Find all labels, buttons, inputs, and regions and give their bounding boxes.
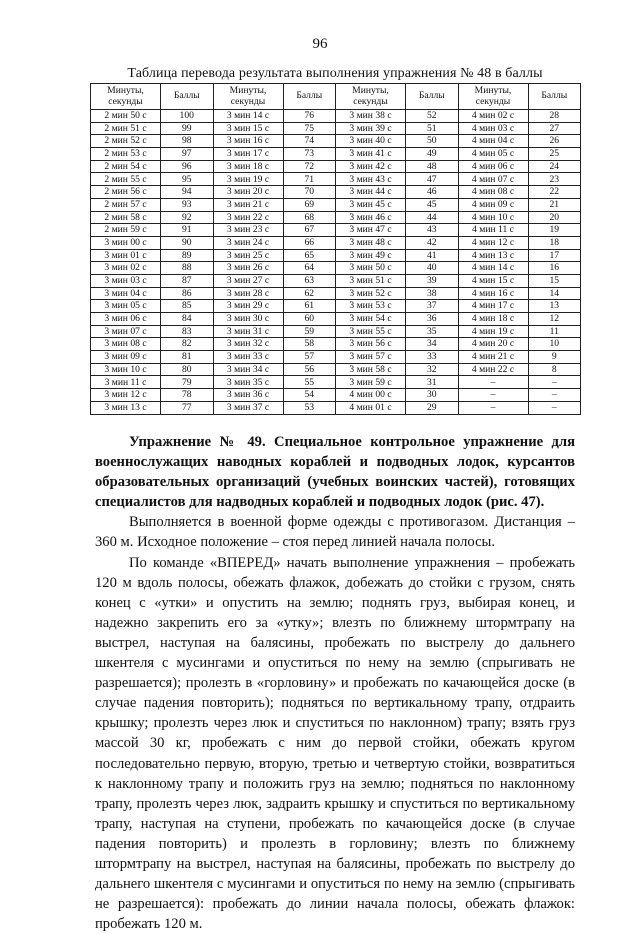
table-title: Таблица перевода результата выполнения упражнения № 48 в баллы — [127, 66, 543, 81]
table-cell: 3 мин 37 с — [213, 401, 283, 414]
table-cell: 62 — [283, 287, 336, 300]
table-cell: 95 — [161, 173, 214, 186]
table-cell: 3 мин 02 с — [91, 262, 161, 275]
table-cell: 38 — [406, 287, 459, 300]
table-cell: 3 мин 13 с — [91, 401, 161, 414]
table-cell: – — [528, 401, 581, 414]
table-cell: 85 — [161, 300, 214, 313]
table-cell: 3 мин 56 с — [336, 338, 406, 351]
table-row — [91, 173, 581, 186]
table-cell: 4 мин 11 с — [458, 224, 528, 237]
table-cell: 27 — [528, 122, 581, 135]
table-cell: 78 — [161, 389, 214, 402]
table-row — [91, 135, 581, 148]
table-cell: 90 — [161, 236, 214, 249]
column-header: Минуты, секунды — [91, 84, 161, 110]
table-cell: 44 — [406, 211, 459, 224]
table-cell: 3 мин 03 с — [91, 274, 161, 287]
table-cell: 45 — [406, 198, 459, 211]
table-cell: 73 — [283, 148, 336, 161]
table-cell: 96 — [161, 160, 214, 173]
table-cell: 4 мин 18 с — [458, 313, 528, 326]
table-cell: 2 мин 59 с — [91, 224, 161, 237]
table-cell: 31 — [406, 376, 459, 389]
table-cell: 72 — [283, 160, 336, 173]
table-cell: 9 — [528, 351, 581, 364]
table-cell: – — [458, 376, 528, 389]
table-cell: 3 мин 16 с — [213, 135, 283, 148]
table-cell: 11 — [528, 325, 581, 338]
table-row — [91, 401, 581, 414]
table-cell: 3 мин 35 с — [213, 376, 283, 389]
table-cell: 2 мин 50 с — [91, 110, 161, 123]
table-cell: 3 мин 44 с — [336, 186, 406, 199]
table-cell: 3 мин 07 с — [91, 325, 161, 338]
table-row — [91, 274, 581, 287]
table-cell: 3 мин 09 с — [91, 351, 161, 364]
table-cell: 71 — [283, 173, 336, 186]
table-cell: 40 — [406, 262, 459, 275]
table-row — [91, 389, 581, 402]
table-cell: 86 — [161, 287, 214, 300]
table-cell: 4 мин 01 с — [336, 401, 406, 414]
table-cell: 81 — [161, 351, 214, 364]
table-cell: 3 мин 40 с — [336, 135, 406, 148]
table-cell: 32 — [406, 363, 459, 376]
table-cell: 3 мин 19 с — [213, 173, 283, 186]
table-cell: 3 мин 17 с — [213, 148, 283, 161]
table-row — [91, 122, 581, 135]
table-cell: 83 — [161, 325, 214, 338]
table-cell: 35 — [406, 325, 459, 338]
table-cell: 3 мин 33 с — [213, 351, 283, 364]
exercise-text — [95, 432, 575, 934]
table-cell: 3 мин 23 с — [213, 224, 283, 237]
table-cell: 4 мин 10 с — [458, 211, 528, 224]
table-cell: 3 мин 15 с — [213, 122, 283, 135]
table-row — [91, 198, 581, 211]
table-cell: 70 — [283, 186, 336, 199]
table-cell: 84 — [161, 313, 214, 326]
table-cell: 52 — [406, 110, 459, 123]
table-cell: 4 мин 20 с — [458, 338, 528, 351]
table-cell: 4 мин 06 с — [458, 160, 528, 173]
table-row — [91, 148, 581, 161]
table-row — [91, 363, 581, 376]
table-cell: – — [458, 401, 528, 414]
table-cell: 23 — [528, 173, 581, 186]
table-row — [91, 110, 581, 123]
table-cell: 2 мин 55 с — [91, 173, 161, 186]
table-cell: 3 мин 10 с — [91, 363, 161, 376]
score-conversion-table — [90, 83, 581, 415]
table-cell: 2 мин 53 с — [91, 148, 161, 161]
table-cell: 55 — [283, 376, 336, 389]
table-cell: 91 — [161, 224, 214, 237]
table-cell: 28 — [528, 110, 581, 123]
table-cell: 2 мин 56 с — [91, 186, 161, 199]
table-cell: 2 мин 51 с — [91, 122, 161, 135]
table-cell: 19 — [528, 224, 581, 237]
table-cell: 3 мин 22 с — [213, 211, 283, 224]
table-cell: 3 мин 01 с — [91, 249, 161, 262]
table-cell: 4 мин 21 с — [458, 351, 528, 364]
table-cell: 65 — [283, 249, 336, 262]
table-row — [91, 287, 581, 300]
table-cell: 68 — [283, 211, 336, 224]
table-cell: 3 мин 06 с — [91, 313, 161, 326]
table-cell: 50 — [406, 135, 459, 148]
table-cell: 34 — [406, 338, 459, 351]
column-header: Баллы — [161, 84, 214, 110]
table-row — [91, 186, 581, 199]
table-cell: 3 мин 28 с — [213, 287, 283, 300]
table-body — [91, 110, 581, 415]
table-row — [91, 249, 581, 262]
page-number: 96 — [312, 36, 328, 52]
table-cell: 16 — [528, 262, 581, 275]
table-cell: 89 — [161, 249, 214, 262]
table-row — [91, 160, 581, 173]
table-cell: 3 мин 26 с — [213, 262, 283, 275]
table-cell: 3 мин 43 с — [336, 173, 406, 186]
table-cell: 46 — [406, 186, 459, 199]
table-cell: 13 — [528, 300, 581, 313]
table-cell: 3 мин 11 с — [91, 376, 161, 389]
table-cell: 4 мин 00 с — [336, 389, 406, 402]
table-cell: 4 мин 17 с — [458, 300, 528, 313]
table-cell: 3 мин 58 с — [336, 363, 406, 376]
table-cell: 17 — [528, 249, 581, 262]
table-cell: 3 мин 12 с — [91, 389, 161, 402]
table-cell: 3 мин 34 с — [213, 363, 283, 376]
table-row — [91, 325, 581, 338]
table-cell: 87 — [161, 274, 214, 287]
table-cell: – — [528, 389, 581, 402]
table-cell: 66 — [283, 236, 336, 249]
table-row — [91, 236, 581, 249]
table-cell: 53 — [283, 401, 336, 414]
table-cell: 3 мин 38 с — [336, 110, 406, 123]
table-cell: 2 мин 52 с — [91, 135, 161, 148]
table-cell: 3 мин 54 с — [336, 313, 406, 326]
table-cell: 59 — [283, 325, 336, 338]
table-row — [91, 313, 581, 326]
exercise-heading: Упражнение № 49. Специальное контрольное упражнение для военнослужащих наводных кораблей и подводных лодок, курсантов образовательных организаций (учебных воинских частей), готовящих специалистов для надводных кораблей и подводных лодок (рис. 47). — [95, 434, 575, 511]
table-cell: 64 — [283, 262, 336, 275]
table-cell: 74 — [283, 135, 336, 148]
table-cell: 21 — [528, 198, 581, 211]
table-cell: 79 — [161, 376, 214, 389]
table-cell: 100 — [161, 110, 214, 123]
column-header: Баллы — [406, 84, 459, 110]
table-cell: 51 — [406, 122, 459, 135]
table-cell: 3 мин 20 с — [213, 186, 283, 199]
table-cell: 3 мин 39 с — [336, 122, 406, 135]
table-cell: 12 — [528, 313, 581, 326]
table-cell: 98 — [161, 135, 214, 148]
table-cell: 3 мин 27 с — [213, 274, 283, 287]
table-cell: 3 мин 08 с — [91, 338, 161, 351]
table-cell: 3 мин 59 с — [336, 376, 406, 389]
table-cell: 3 мин 14 с — [213, 110, 283, 123]
table-header-row — [91, 84, 581, 110]
column-header: Баллы — [528, 84, 581, 110]
table-row — [91, 300, 581, 313]
table-cell: 4 мин 09 с — [458, 198, 528, 211]
table-cell: 76 — [283, 110, 336, 123]
table-cell: 3 мин 53 с — [336, 300, 406, 313]
table-cell: 20 — [528, 211, 581, 224]
table-cell: 29 — [406, 401, 459, 414]
table-cell: 4 мин 08 с — [458, 186, 528, 199]
table-cell: 4 мин 16 с — [458, 287, 528, 300]
table-cell: 3 мин 52 с — [336, 287, 406, 300]
table-row — [91, 224, 581, 237]
table-cell: 63 — [283, 274, 336, 287]
table-row — [91, 211, 581, 224]
table-cell: 39 — [406, 274, 459, 287]
table-cell: 58 — [283, 338, 336, 351]
table-cell: 42 — [406, 236, 459, 249]
table-cell: 49 — [406, 148, 459, 161]
table-cell: 3 мин 31 с — [213, 325, 283, 338]
column-header: Баллы — [283, 84, 336, 110]
paragraph-2: По команде «ВПЕРЕД» начать выполнение упражнения – пробежать 120 м вдоль полосы, обежать флажок, добежать до стойки с грузом, снять конец с «утки» и опустить на землю; поднять груз, выбирая конец, и надежно закрепить его за «утку»; влезть по ближнему штормтрапу на выстрел, наступая на балясины, пробежать по выстрелу до дальнего шкентеля с мусингами и опуститься по нему на землю (спрыгивать не разрешается); пролезть в «горловину» и пробежать по качающейся доске (в случае падения повторить); подняться по вертикальному трапу, отдраить крышку; пролезть через люк и спуститься по наклонном) трапу; взять груз массой 30 кг, пробежать с ним до первой стойки, обежать кругом последовательно первую, вторую, третью и четвертую стойки, возвратиться к наклонному трапу и положить груз на землю; подняться по наклонному трапу, пролезть через люк, задраить крышку и спуститься по вертикальному трапу, наступая на ступени, пробежать по качающейся доске (в случае падения повторить) и пролезть в горловину; влезть по ближнему штормтрапу на выстрел, наступая на балясины, пробежать по выстрелу до дальнего шкентеля с мусингами и опуститься по нему на землю (спрыгивать не разрешается): пробежать до линии начала полосы, обежать флажок: пробежать 120 м. — [95, 554, 575, 933]
table-cell: 43 — [406, 224, 459, 237]
table-cell: 3 мин 21 с — [213, 198, 283, 211]
table-cell: 3 мин 36 с — [213, 389, 283, 402]
table-cell: 60 — [283, 313, 336, 326]
table-cell: 93 — [161, 198, 214, 211]
table-cell: 4 мин 05 с — [458, 148, 528, 161]
table-cell: 3 мин 51 с — [336, 274, 406, 287]
table-cell: 54 — [283, 389, 336, 402]
table-cell: 92 — [161, 211, 214, 224]
table-cell: 22 — [528, 186, 581, 199]
table-cell: 4 мин 19 с — [458, 325, 528, 338]
paragraph-1: Выполняется в военной форме одежды с противогазом. Дистанция – 360 м. Исходное положение – стоя перед линией начала полосы. — [95, 514, 575, 551]
table-cell: 3 мин 55 с — [336, 325, 406, 338]
table-cell: 3 мин 25 с — [213, 249, 283, 262]
table-cell: 3 мин 29 с — [213, 300, 283, 313]
table-cell: 3 мин 00 с — [91, 236, 161, 249]
table-cell: 2 мин 54 с — [91, 160, 161, 173]
table-cell: 69 — [283, 198, 336, 211]
table-cell: 3 мин 49 с — [336, 249, 406, 262]
table-cell: 4 мин 03 с — [458, 122, 528, 135]
column-header: Минуты, секунды — [458, 84, 528, 110]
table-cell: 24 — [528, 160, 581, 173]
table-cell: 10 — [528, 338, 581, 351]
table-cell: 48 — [406, 160, 459, 173]
table-cell: 3 мин 30 с — [213, 313, 283, 326]
table-cell: 8 — [528, 363, 581, 376]
table-cell: 4 мин 04 с — [458, 135, 528, 148]
table-cell: 3 мин 05 с — [91, 300, 161, 313]
table-cell: 3 мин 32 с — [213, 338, 283, 351]
table-cell: 3 мин 50 с — [336, 262, 406, 275]
table-cell: – — [458, 389, 528, 402]
table-cell: 25 — [528, 148, 581, 161]
table-cell: – — [528, 376, 581, 389]
table-cell: 57 — [283, 351, 336, 364]
table-cell: 80 — [161, 363, 214, 376]
table-cell: 33 — [406, 351, 459, 364]
table-row — [91, 338, 581, 351]
column-header: Минуты, секунды — [336, 84, 406, 110]
column-header: Минуты, секунды — [213, 84, 283, 110]
table-cell: 4 мин 02 с — [458, 110, 528, 123]
table-cell: 4 мин 14 с — [458, 262, 528, 275]
table-cell: 99 — [161, 122, 214, 135]
table-cell: 4 мин 13 с — [458, 249, 528, 262]
table-cell: 3 мин 45 с — [336, 198, 406, 211]
table-cell: 4 мин 22 с — [458, 363, 528, 376]
table-cell: 77 — [161, 401, 214, 414]
table-cell: 3 мин 47 с — [336, 224, 406, 237]
table-cell: 15 — [528, 274, 581, 287]
table-cell: 82 — [161, 338, 214, 351]
table-cell: 3 мин 46 с — [336, 211, 406, 224]
table-cell: 3 мин 04 с — [91, 287, 161, 300]
table-cell: 14 — [528, 287, 581, 300]
table-cell: 3 мин 42 с — [336, 160, 406, 173]
table-cell: 3 мин 48 с — [336, 236, 406, 249]
table-cell: 2 мин 58 с — [91, 211, 161, 224]
table-cell: 30 — [406, 389, 459, 402]
table-cell: 41 — [406, 249, 459, 262]
table-cell: 3 мин 57 с — [336, 351, 406, 364]
table-cell: 3 мин 41 с — [336, 148, 406, 161]
table-cell: 2 мин 57 с — [91, 198, 161, 211]
table-row — [91, 351, 581, 364]
table-cell: 4 мин 15 с — [458, 274, 528, 287]
table-row — [91, 376, 581, 389]
table-cell: 3 мин 24 с — [213, 236, 283, 249]
table-cell: 97 — [161, 148, 214, 161]
table-cell: 37 — [406, 300, 459, 313]
table-cell: 18 — [528, 236, 581, 249]
table-row — [91, 262, 581, 275]
table-cell: 26 — [528, 135, 581, 148]
table-cell: 47 — [406, 173, 459, 186]
table-cell: 4 мин 07 с — [458, 173, 528, 186]
table-cell: 61 — [283, 300, 336, 313]
table-cell: 56 — [283, 363, 336, 376]
table-cell: 94 — [161, 186, 214, 199]
table-cell: 36 — [406, 313, 459, 326]
table-cell: 67 — [283, 224, 336, 237]
table-cell: 75 — [283, 122, 336, 135]
table-cell: 88 — [161, 262, 214, 275]
table-cell: 3 мин 18 с — [213, 160, 283, 173]
table-cell: 4 мин 12 с — [458, 236, 528, 249]
